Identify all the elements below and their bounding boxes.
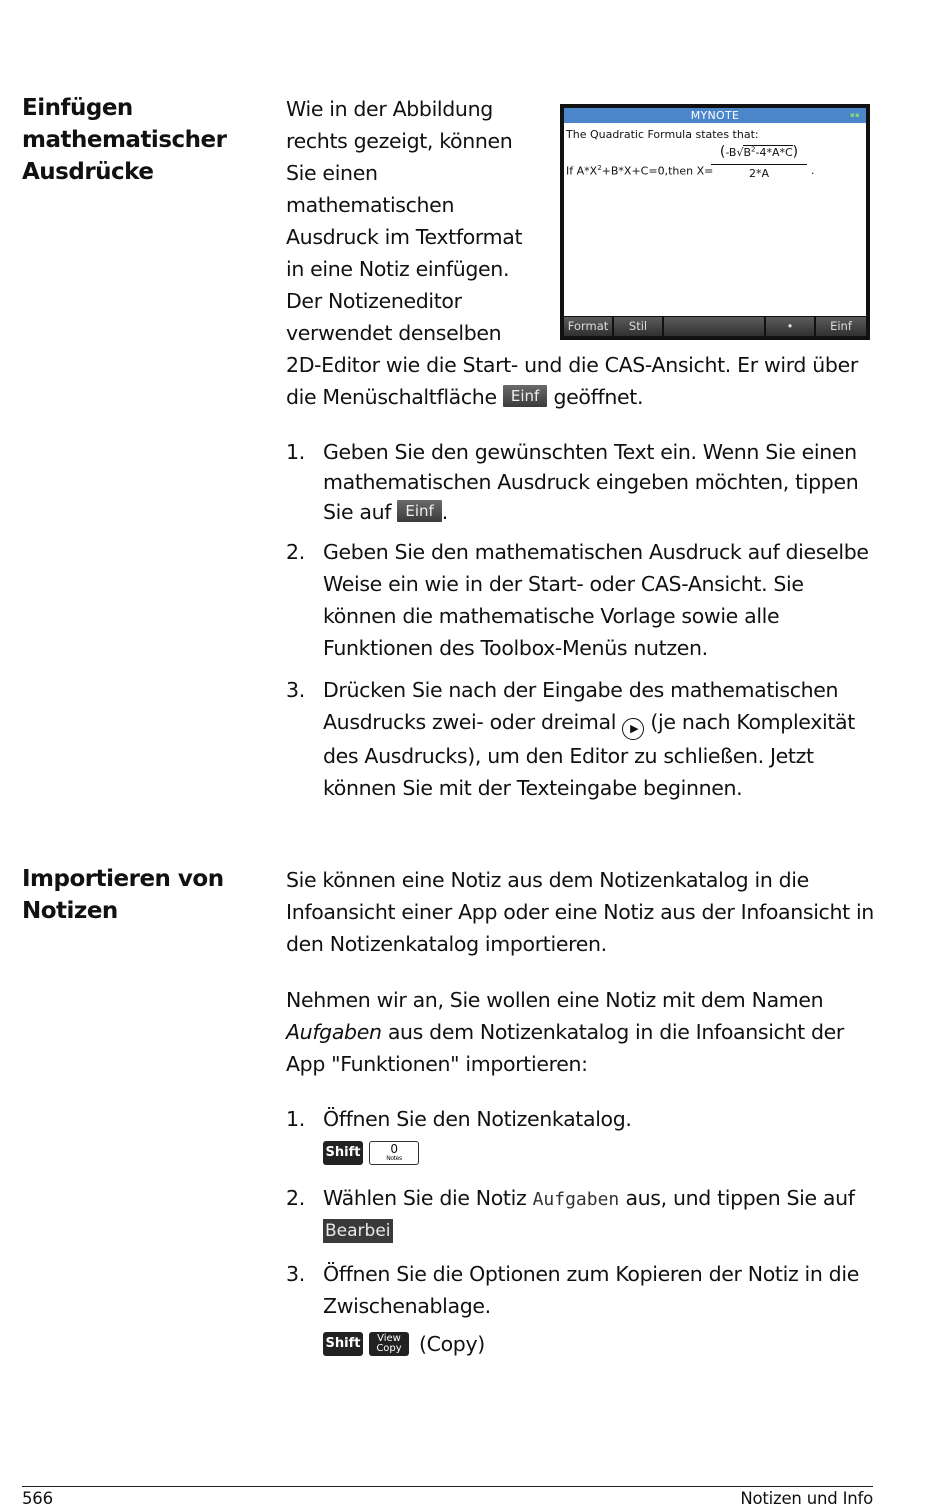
insert-steps-list	[286, 437, 874, 804]
key-label: View	[377, 1333, 401, 1344]
note-name-code: Aufgaben	[532, 1189, 620, 1210]
step-number: 1.	[286, 440, 305, 464]
list-item	[286, 1182, 874, 1248]
import-steps-list	[286, 1103, 874, 1362]
calculator-display	[564, 108, 866, 336]
intro-line: 2D-Editor wie die Start- und die CAS-Ansicht. Er wird über	[286, 353, 858, 377]
step-text: Geben Sie den mathematischen Ausdruck auf dieselbe Weise ein wie in der Start- oder CAS-Ansicht. Sie können die mathematische Vorlage sowie alle Funktionen des Toolbox-Menüs nutzen.	[323, 540, 869, 660]
sqrt-icon: √	[736, 146, 744, 159]
step-text: .	[441, 500, 448, 524]
step-text: (je nach Komplexität des Ausdrucks), um den Editor zu schließen. Jetzt können Sie mit der Texteingabe beginnen.	[323, 710, 855, 800]
right-arrow-key-icon: ▶	[622, 718, 644, 740]
para-text: Nehmen wir an, Sie wollen eine Notiz mit dem Namen	[286, 988, 824, 1012]
intro-line: Der Notizeneditor	[286, 289, 462, 313]
section-heading-importieren	[22, 863, 262, 927]
intro-line: Wie in der Abbildung	[286, 97, 493, 121]
key-sublabel: Copy	[376, 1343, 402, 1354]
intro-text: geöffnet.	[553, 385, 644, 409]
step-text: aus, und tippen Sie auf	[625, 1186, 855, 1210]
notes-key-icon	[369, 1141, 419, 1165]
paren-open-icon: (	[719, 144, 726, 160]
step-text: Geben Sie den gewünschten Text ein. Wenn Sie einen mathematischen Ausdruck eingeben möchten, tippen Sie auf	[323, 440, 859, 524]
heading-line: Importieren von	[22, 866, 224, 892]
formula-part: If A*X	[566, 164, 598, 178]
list-item	[286, 1103, 874, 1171]
einf-softkey: Einf	[397, 500, 441, 522]
key-label: 0	[390, 1142, 398, 1156]
intro-line: rechts gezeigt, können	[286, 129, 513, 153]
para-text: aus dem Notizenkatalog in die Infoansicht der App "Funktionen" importieren:	[286, 1020, 844, 1076]
step-text: Drücken Sie nach der Eingabe des mathematischen Ausdrucks zwei- oder dreimal	[323, 678, 839, 734]
intro-line: Ausdruck im Textformat	[286, 225, 523, 249]
list-item	[286, 437, 874, 527]
menu-einf: Einf	[816, 317, 866, 336]
import-paragraph-1: Sie können eine Notiz aus dem Notizenkatalog in die Infoansicht einer App oder eine Notiz aus der Infoansicht in den Notizenkatalog importieren.	[286, 868, 874, 956]
step-number: 2.	[286, 540, 305, 564]
calculator-screenshot	[560, 104, 870, 340]
formula-exponent: 2	[597, 164, 602, 172]
heading-line: Ausdrücke	[22, 159, 154, 185]
key-sequence	[323, 1326, 874, 1362]
formula-period: .	[811, 164, 815, 177]
menu-format: Format	[564, 317, 612, 336]
fraction-bar	[711, 164, 807, 165]
key-sublabel: Notes	[386, 1155, 402, 1162]
calculator-menu-bar	[564, 316, 866, 336]
shift-key-icon: Shift	[323, 1141, 363, 1165]
intro-line	[286, 381, 858, 413]
formula-numerator	[710, 144, 808, 160]
step-number: 2.	[286, 1186, 305, 1210]
shift-key-icon: Shift	[323, 1332, 363, 1356]
intro-text: die Menüschaltfläche	[286, 385, 497, 409]
chapter-title: Notizen und Info	[740, 1489, 873, 1508]
heading-line: Einfügen	[22, 95, 133, 121]
step-number: 3.	[286, 678, 305, 702]
calculator-title-bar	[564, 108, 866, 123]
step-number: 1.	[286, 1107, 305, 1131]
view-copy-key-icon	[369, 1332, 409, 1356]
list-item	[286, 674, 874, 804]
formula-part: +B*X+C=0,then X=	[601, 164, 714, 178]
calculator-title: MYNOTE	[690, 109, 740, 122]
copy-label: (Copy)	[419, 1332, 485, 1356]
battery-icon: ▪▪	[850, 111, 861, 119]
import-paragraph-2	[286, 984, 874, 1080]
einf-softkey: Einf	[503, 385, 547, 407]
intro-line: Sie einen	[286, 161, 378, 185]
step-text: Öffnen Sie den Notizenkatalog.	[323, 1107, 632, 1131]
intro-line: in eine Notiz einfügen.	[286, 257, 510, 281]
bearbei-softkey: Bearbei	[325, 1221, 391, 1241]
key-sequence	[323, 1135, 874, 1171]
para-italic: Aufgaben	[286, 1020, 382, 1044]
menu-bullet: •	[766, 317, 814, 336]
section-heading-einfuegen	[22, 92, 262, 188]
menu-empty	[664, 317, 764, 336]
formula-exponent: 2	[751, 145, 756, 154]
step-text: Wählen Sie die Notiz	[323, 1186, 527, 1210]
step-number: 3.	[286, 1262, 305, 1286]
list-item	[286, 1258, 874, 1362]
formula-denominator: 2*A	[748, 167, 770, 180]
formula-part: -B	[725, 146, 737, 159]
list-item	[286, 536, 874, 664]
footer-rule	[22, 1486, 873, 1487]
page-number: 566	[22, 1489, 53, 1508]
formula-part: -4*A*C	[755, 146, 793, 159]
formula-part: B	[743, 146, 752, 159]
intro-line: verwendet denselben	[286, 321, 502, 345]
paren-close-icon: )	[792, 144, 799, 160]
heading-line: Notizen	[22, 898, 118, 924]
menu-stil: Stil	[614, 317, 662, 336]
intro-line: mathematischen	[286, 193, 455, 217]
calculator-line-1: The Quadratic Formula states that:	[566, 128, 759, 141]
step-text: Öffnen Sie die Optionen zum Kopieren der Notiz in die Zwischenablage.	[323, 1262, 859, 1318]
heading-line: mathematischer	[22, 127, 227, 153]
calculator-line-2	[566, 164, 713, 178]
